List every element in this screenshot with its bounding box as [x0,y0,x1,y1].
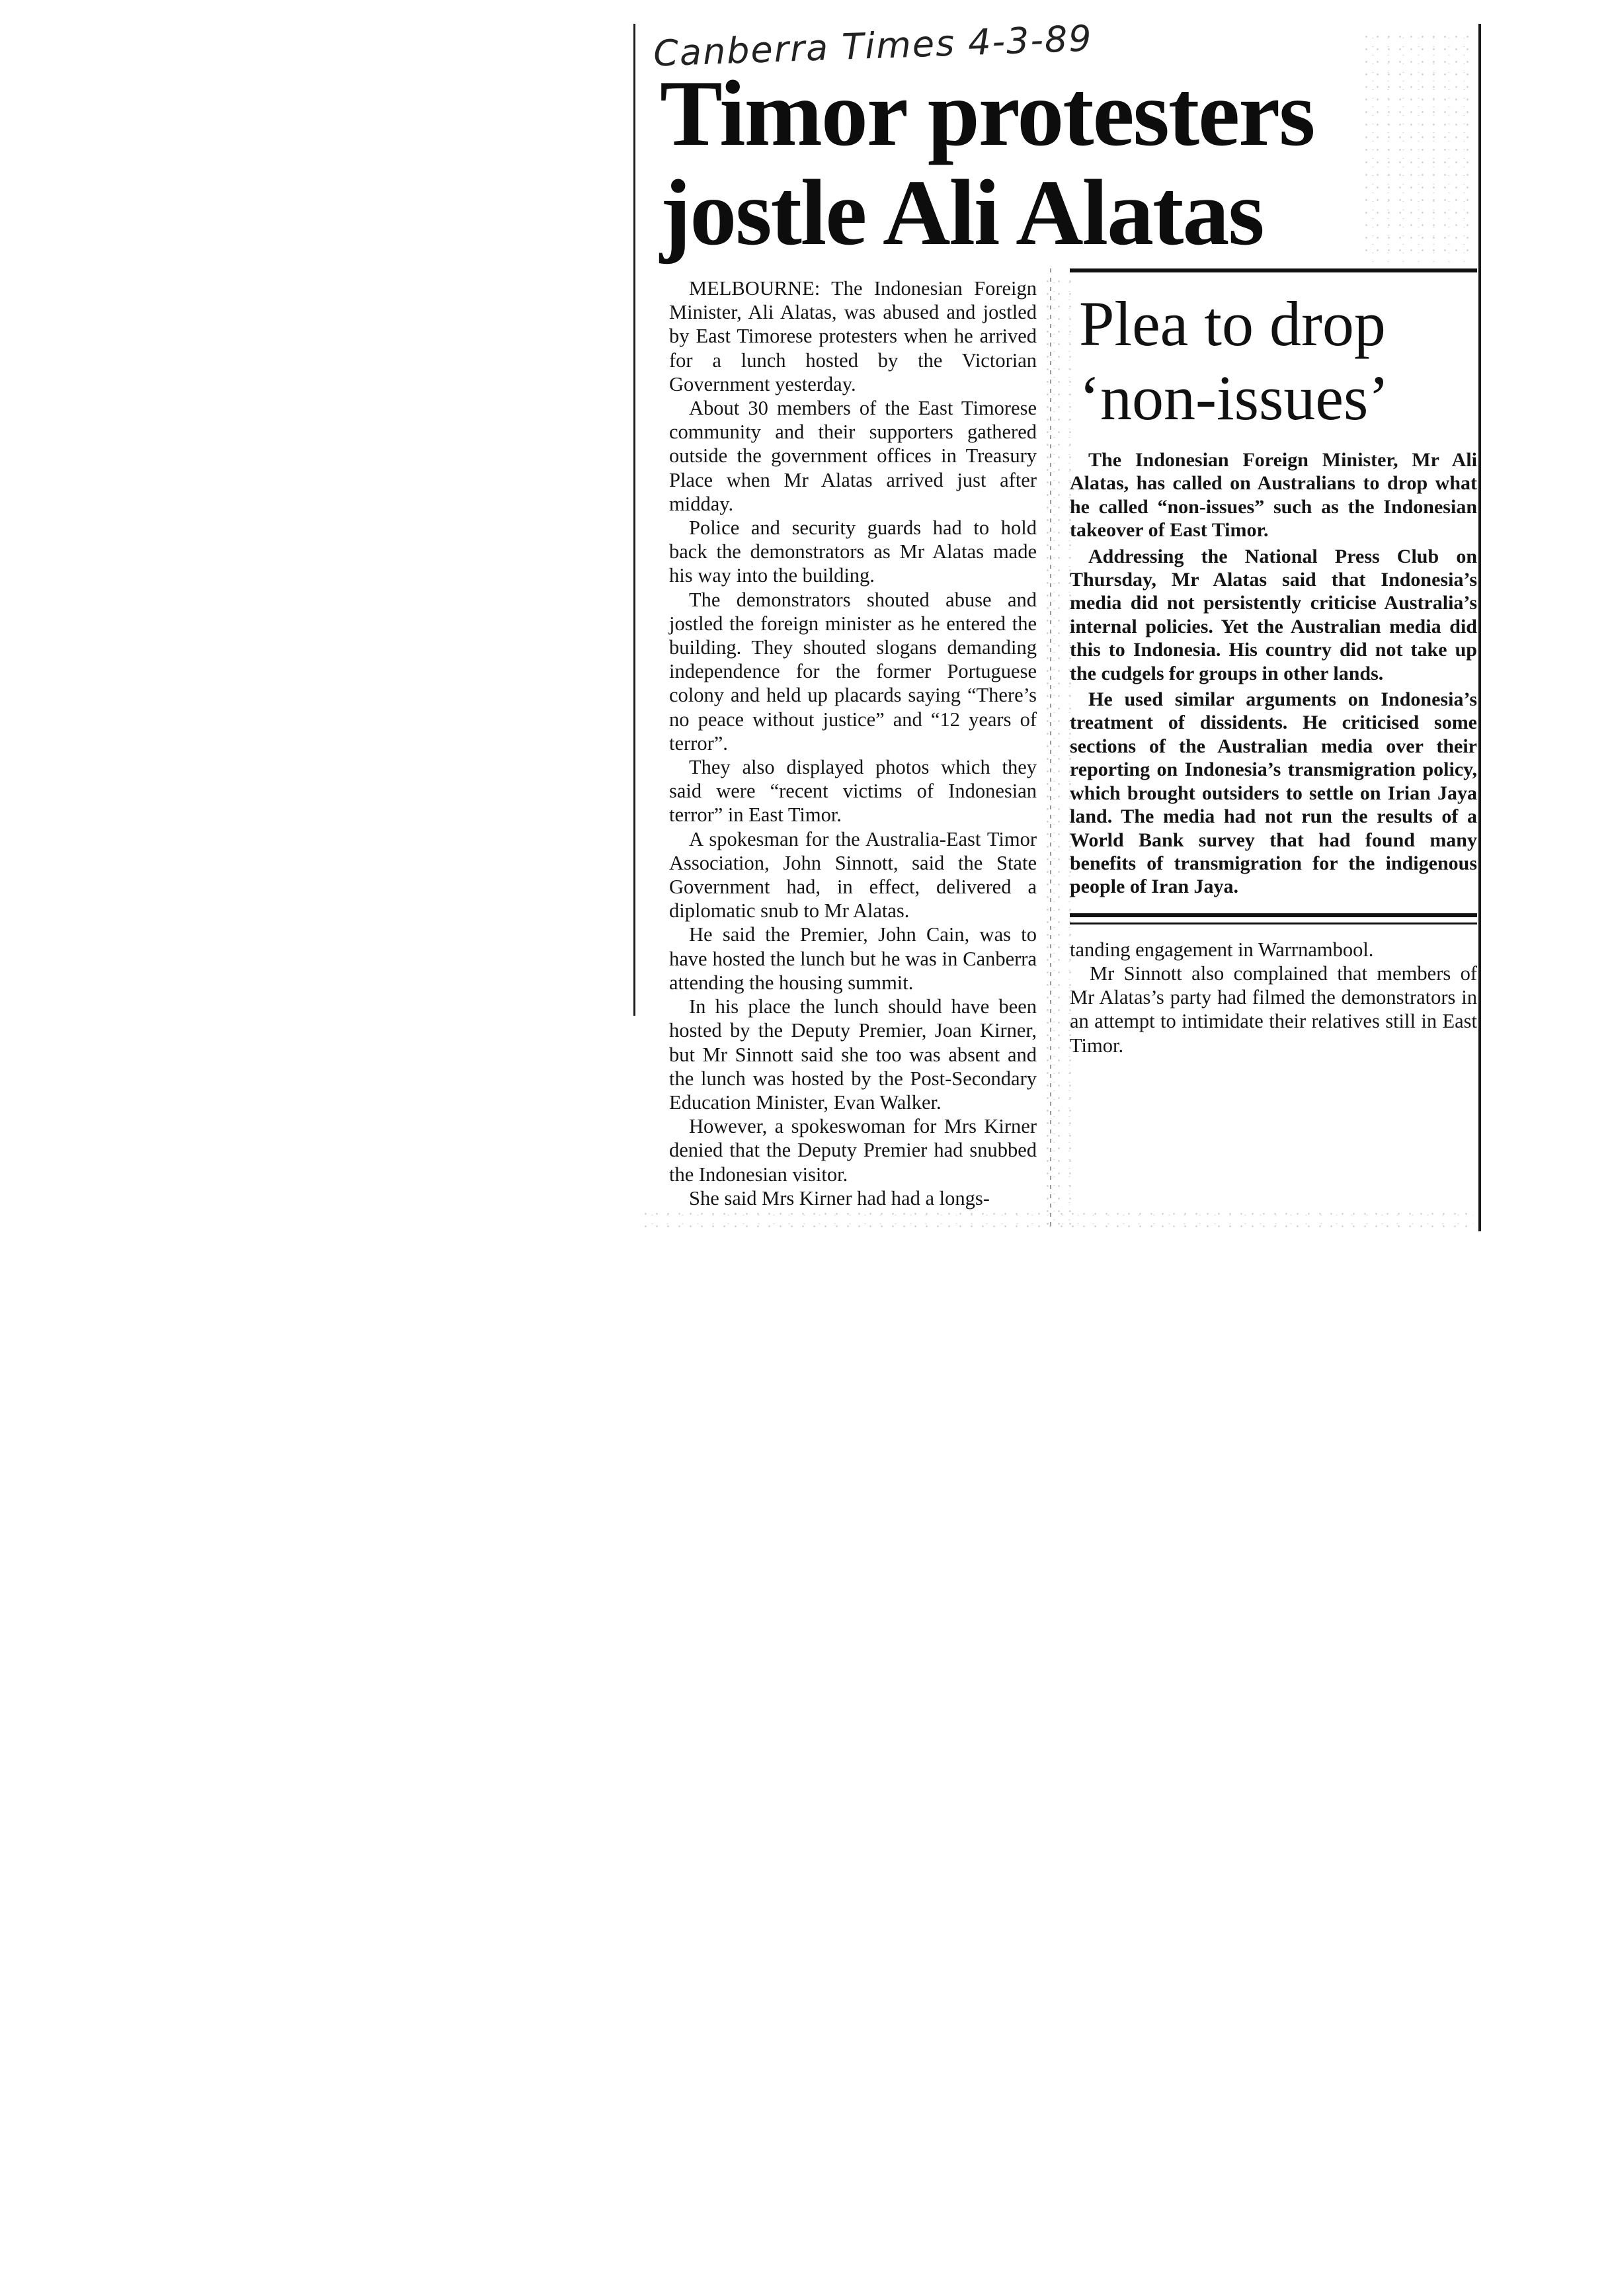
headline-line-1: Timor protesters [660,61,1314,165]
column-divider [1050,268,1051,1227]
article-paragraph: tanding engagement in Warrnambool. [1070,938,1374,961]
article-paragraph: In his place the lunch should have been hosted by the Deputy Premier, Joan Kirner, but Mr Sinnott said she too was absent and the lunch was hosted by the Post-Secondary Education Minister, Evan Walker. [669,995,1037,1114]
sidebar-paragraph: The Indonesian Foreign Minister, Mr Ali Alatas, has called on Australians to drop what he called “non-issues” such as the Indonesian takeover of East Timor. [1070,449,1477,542]
newspaper-clipping [633,17,1482,1231]
article-paragraph: He said the Premier, John Cain, was to have hosted the lunch but he was in Canberra attending the housing summit. [669,923,1037,994]
main-headline [660,61,1467,265]
main-article-continuation [1070,938,1477,1057]
article-paragraph: A spokesman for the Australia-East Timor Association, John Sinnott, said the State Government had, in effect, delivered a diplomatic snub to Mr Alatas. [669,827,1037,922]
right-column [1070,268,1477,1057]
sidebar-headline: Plea to drop ‘non-issues’ [1079,288,1390,433]
article-paragraph: The demonstrators shouted abuse and jostled the foreign minister as he entered the building. They shouted slogans demanding independence for the former Portuguese colony and held up placards saying “There’s no peace without justice” and “12 years of terror”. [669,588,1037,755]
sidebar-top-rule [1070,268,1477,272]
sidebar-paragraph: He used similar arguments on Indonesia’s treatment of dissidents. He criticised some sections of the Australian media over their reporting on Indonesia’s transmigration policy, which brought outsiders to settle on Irian Jaya land. The media had not run the results of a World Bank survey that had found many benefits of transmigration for the indigenous people of Iran Jaya. [1070,688,1477,898]
sidebar-paragraph: Addressing the National Press Club on Thursday, Mr Alatas said that Indonesia’s media did not persistently criticise Australia’s internal policies. Yet the Australian media did this to Indonesia. His country did not take up the cudgels for groups in other lands. [1070,545,1477,684]
sidebar-article [1070,287,1477,899]
main-article-column [669,276,1037,1210]
clipping-left-edge [633,24,635,1016]
article-paragraph: She said Mrs Kirner had had a longs- [689,1186,990,1210]
article-paragraph: Mr Sinnott also complained that members of Mr Alatas’s party had filmed the demonstrators in an attempt to intimidate their relatives still in East Timor. [1070,962,1477,1057]
handwritten-source-note: Canberra Times 4-3-89 [653,17,1094,75]
article-paragraph: They also displayed photos which they said were “recent victims of Indonesian terror” in East Timor. [669,756,1037,827]
headline-line-2: jostle Ali Alatas [660,160,1264,265]
article-paragraph: However, a spokeswoman for Mrs Kirner denied that the Deputy Premier had snubbed the Indonesian visitor. [669,1115,1037,1186]
clipping-right-edge [1478,24,1481,1231]
article-paragraph: MELBOURNE: The Indonesian Foreign Minister, Ali Alatas, was abused and jostled by East Timorese protesters when he arrived for a lunch hosted by the Victorian Government yesterday. [669,277,1037,395]
sidebar-bottom-rule [1070,913,1477,924]
article-paragraph: About 30 members of the East Timorese community and their supporters gathered outside the government offices in Treasury Place when Mr Alatas arrived just after midday. [669,397,1037,515]
article-paragraph: Police and security guards had to hold back the demonstrators as Mr Alatas made his way into the building. [669,516,1037,587]
scan-noise [640,1208,1473,1227]
